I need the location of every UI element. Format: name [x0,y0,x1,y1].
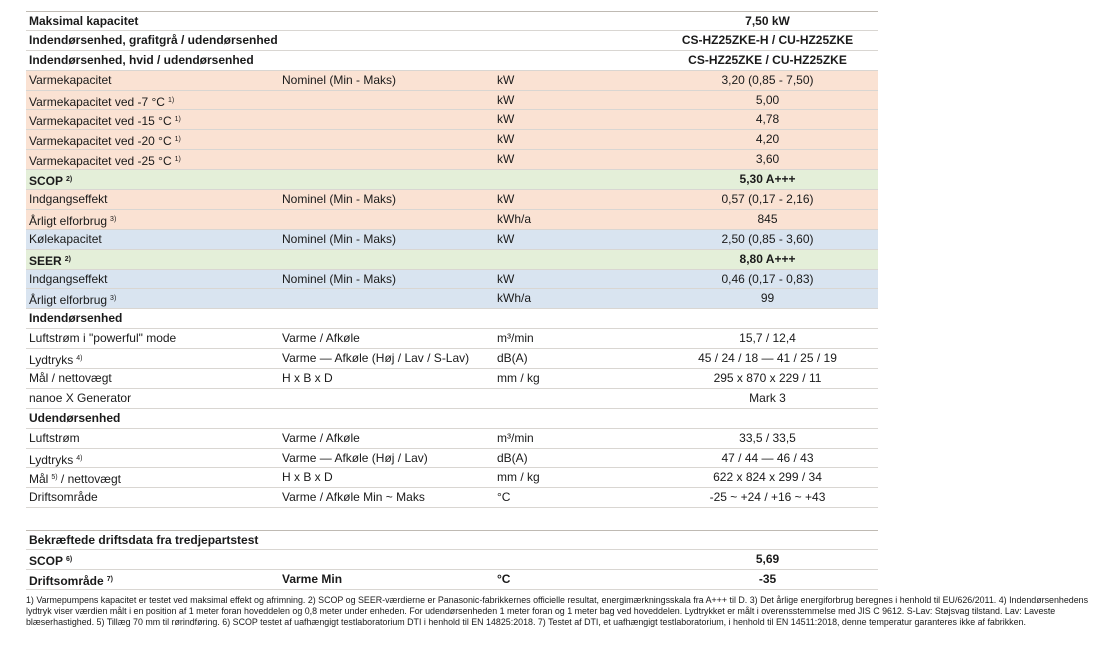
spec-row [26,170,878,190]
spec-value: 0,46 (0,17 - 0,83) [721,271,814,286]
spec-unit: kW [497,231,515,246]
spec-unit: °C [497,571,511,586]
spec-label [26,550,282,569]
spec-value: 47 / 44 — 46 / 43 [721,450,814,465]
spec-label-text: Indendørsenhed [29,311,123,326]
spec-condition [282,150,497,169]
spec-label-text: Luftstrøm [29,430,80,445]
spec-label-text: Varmekapacitet ved -15 °C [29,114,172,129]
spec-unit [497,250,657,269]
spec-label-text: Lydtryks [29,353,74,368]
spec-value: 5,30 A+++ [739,172,796,187]
spec-condition [282,389,497,408]
footnote-ref: 2) [66,176,73,184]
spec-value: CS-HZ25ZKE-H / CU-HZ25ZKE [681,32,854,47]
spec-label [26,51,282,70]
spec-condition [282,12,497,30]
spec-label [26,190,282,209]
spec-label-text: Driftsområde [29,490,98,505]
spec-unit [497,170,657,189]
spec-row [26,289,878,309]
spec-label [26,150,282,169]
spec-label-text: Bekræftede driftsdata fra tredjepartstest [29,533,259,547]
footnote-ref: 4) [76,355,83,363]
footnote-ref: 1) [174,116,181,124]
spec-label [26,389,282,408]
footnote-ref: 5) [51,474,58,482]
spec-condition [282,31,497,50]
spec-row [26,71,878,91]
spec-unit [497,12,657,30]
spec-row [26,389,878,409]
spec-label-text: Mål / nettovægt [29,371,112,386]
spec-row [26,11,878,31]
spec-row [26,91,878,111]
spec-label [26,250,282,269]
spec-unit: °C [497,490,511,505]
spec-value: 845 [757,211,778,226]
spec-label-text: Indendørsenhed, hvid / udendørsenhed [29,52,254,67]
spec-label [26,270,282,289]
spec-label-text: Indendørsenhed, grafitgrå / udendørsenhed [29,32,278,47]
spec-unit: kW [497,132,515,147]
spec-condition [282,409,497,428]
spec-label-text: Varmekapacitet ved -25 °C [29,154,172,169]
spec-label [26,349,282,368]
spec-unit: dB(A) [497,450,528,465]
spec-label-text: Kølekapacitet [29,231,102,246]
spec-row [26,369,878,389]
spec-unit: kW [497,192,515,207]
spec-condition: Nominel (Min - Maks) [282,192,397,207]
spec-unit: dB(A) [497,351,528,366]
spec-unit [497,409,657,428]
spec-label-suffix: / nettovægt [57,472,121,487]
spec-label-text: Varmekapacitet ved -7 °C [29,94,165,109]
spec-label-text: Årligt elforbrug [29,293,108,308]
spec-label-text: SCOP [29,553,64,568]
spec-condition: H x B x D [282,371,333,386]
spec-label [26,230,282,249]
spec-condition [282,51,497,70]
footnote-ref: 3) [110,215,117,223]
spec-label-text: Varmekapacitet [29,72,112,87]
spec-condition: Varme / Afkøle [282,430,360,445]
spec-condition [282,309,497,328]
spec-row [26,488,878,508]
spec-row [26,329,878,349]
spec-value: 5,00 [755,92,780,107]
spec-value: 7,50 kW [745,14,790,28]
spec-condition [282,110,497,129]
spec-unit: m³/min [497,430,534,445]
spec-label-text: Indgangseffekt [29,271,108,286]
spec-row [26,31,878,51]
spec-value: -35 [758,571,777,586]
spec-value: 8,80 A+++ [739,251,796,266]
spec-unit: kW [497,112,515,127]
spec-label [26,12,282,30]
spec-unit [497,550,657,569]
spec-label-text: Årligt elforbrug [29,213,108,228]
spec-label [26,31,282,50]
spec-value: 45 / 24 / 18 — 41 / 25 / 19 [698,351,837,366]
spec-row [26,150,878,170]
spec-unit [497,31,657,50]
spec-value [657,309,878,328]
spec-row [26,468,878,488]
spec-value: 15,7 / 12,4 [739,331,796,346]
spec-label [26,570,282,589]
spec-condition: Nominel (Min - Maks) [282,72,397,87]
spec-condition: Varme / Afkøle Min ~ Maks [282,490,425,505]
spec-label [26,110,282,129]
spec-condition: H x B x D [282,470,333,485]
spec-label-text: Maksimal kapacitet [29,14,139,28]
third-party-test-table [26,530,878,590]
spec-label-text: Luftstrøm i "powerful" mode [29,331,177,346]
spec-label [26,170,282,189]
spec-condition: Varme Min [282,571,343,586]
spec-label-text: Varmekapacitet ved -20 °C [29,134,172,149]
spec-table [26,11,878,508]
footnote-ref: 2) [64,255,71,263]
spec-unit: kW [497,152,515,167]
footnote-ref: 1) [174,136,181,144]
spec-unit [497,309,657,328]
spec-condition [282,550,497,569]
spec-label-text: Udendørsenhed [29,410,121,425]
spec-label [26,488,282,507]
spec-value: 622 x 824 x 299 / 34 [713,470,822,485]
footnote-ref: 1) [174,156,181,164]
footnote-ref: 6) [66,555,73,563]
footnote-ref: 3) [110,295,117,303]
spec-label [26,409,282,428]
spec-value: -25 ~ +24 / +16 ~ +43 [709,490,826,505]
spec-condition: Nominel (Min - Maks) [282,271,397,286]
spec-row [26,51,878,71]
spec-label [26,91,282,110]
spec-row [26,270,878,290]
spec-value: 5,69 [755,551,780,566]
spec-row [26,230,878,250]
spec-value: 4,20 [755,132,780,147]
spec-condition [282,531,497,549]
spec-label [26,71,282,90]
spec-label [26,309,282,328]
spec-row [26,349,878,369]
spec-unit: kW [497,271,515,286]
spec-unit: m³/min [497,331,534,346]
spec-condition: Nominel (Min - Maks) [282,231,397,246]
spec-row [26,429,878,449]
spec-label [26,449,282,468]
spec-condition [282,289,497,308]
spec-label-text: nanoe X Generator [29,390,132,405]
spec-label [26,130,282,149]
spec-label-text: SCOP [29,174,64,189]
spec-label-text: Indgangseffekt [29,192,108,207]
spec-condition [282,170,497,189]
spec-value: 3,60 [755,152,780,167]
spec-label [26,468,282,487]
spec-condition: Varme — Afkøle (Høj / Lav) [282,450,428,465]
spec-unit: kWh/a [497,291,532,306]
spec-row [26,309,878,329]
spec-unit [497,51,657,70]
spec-row [26,250,878,270]
spec-unit: mm / kg [497,470,540,485]
spec-value: 33,5 / 33,5 [739,430,796,445]
spec-unit [497,389,657,408]
spec-value [657,531,878,549]
spec-label [26,289,282,308]
spec-condition [282,130,497,149]
spec-label [26,531,282,549]
footnote-ref: 4) [76,454,83,462]
spec-value: 295 x 870 x 229 / 11 [713,371,822,386]
spec-value: 3,20 (0,85 - 7,50) [721,72,814,87]
spec-label [26,429,282,448]
spec-row [26,110,878,130]
spec-unit [497,531,657,549]
spec-row [26,570,878,590]
spec-label-text: Mål [29,472,49,487]
spec-value: 0,57 (0,17 - 2,16) [721,192,814,207]
footnotes: 1) Varmepumpens kapacitet er testet ved maksimal effekt og afrimning. 2) SCOP og SEER-værdierne er Panasonic-fabrikkernes officielle resultat, energimærkningsskala fra A+++ til D. 3) Det årlige energiforbrug beregnes i henhold til EU/626/2011. 4) Indendørsenhedens lydtryk viser værdien målt i en position af 1 meter foran hoveddelen og 0,8 meter under enheden. For udendørsenheden 1 meter foran og 1 meter bag ved hoveddelen. Lydtrykket er målt i overensstemmelse med JIS C 9612. S-Lav: Støjsvag tilstand. Lav: Laveste blæserhastighed. 5) Tillæg 70 mm til rørindføring. 6) SCOP testet af uafhængigt testlaboratorium DTI i henhold til EN 14825:2018. 7) Testet af DTI, et uafhængigt testlaboratorium, i henhold til EN 14511:2018, denne temperatur garanteres ikke af fabrikken. [26,595,1089,628]
spec-label-text: Lydtryks [29,452,74,467]
spec-condition: Varme / Afkøle [282,331,360,346]
spec-condition: Varme — Afkøle (Høj / Lav / S-Lav) [282,351,470,366]
spec-row [26,530,878,550]
spec-row [26,409,878,429]
spec-label [26,210,282,229]
spec-row [26,550,878,570]
spec-value [657,409,878,428]
spec-condition [282,91,497,110]
spec-label [26,369,282,388]
spec-row [26,210,878,230]
spec-row [26,449,878,469]
spec-unit: mm / kg [497,371,540,386]
spec-row [26,190,878,210]
spec-value: CS-HZ25ZKE / CU-HZ25ZKE [688,52,847,67]
spec-label-text: Driftsområde [29,573,104,588]
spec-value: 2,50 (0,85 - 3,60) [721,231,814,246]
footnote-ref: 1) [167,96,175,104]
spec-unit: kW [497,92,515,107]
spec-unit: kWh/a [497,211,532,226]
spec-unit: kW [497,72,515,87]
spec-value: 4,78 [755,112,780,127]
spec-condition [282,250,497,269]
spec-value: Mark 3 [749,390,786,405]
spec-label-text: SEER [29,253,62,268]
spec-value: 99 [760,291,775,306]
spec-row [26,130,878,150]
spec-condition [282,210,497,229]
footnote-ref: 7) [106,575,113,583]
spec-label [26,329,282,348]
